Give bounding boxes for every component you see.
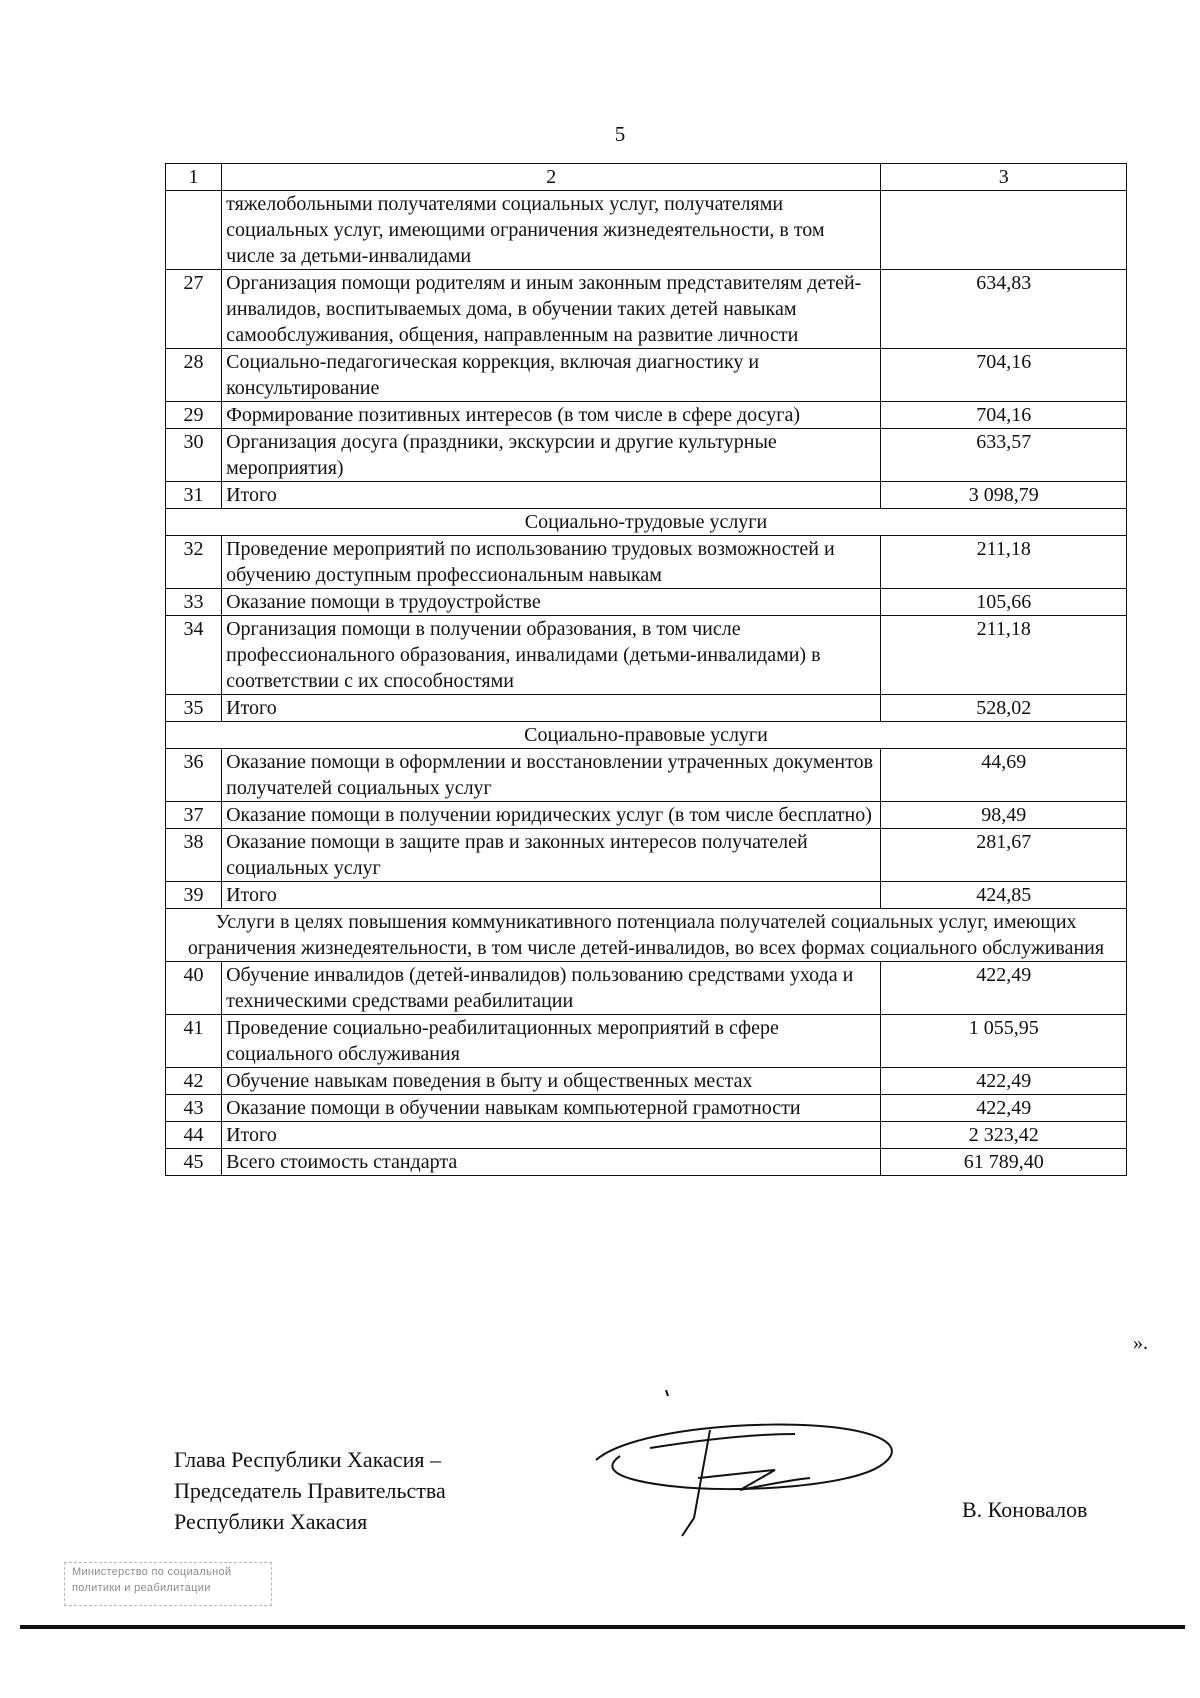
row-description: Итого (222, 695, 881, 722)
row-number: 45 (166, 1149, 222, 1176)
row-number: 36 (166, 749, 222, 802)
bottom-rule (20, 1625, 1185, 1629)
table-row (166, 402, 1127, 429)
table-row (166, 962, 1127, 1015)
row-description: Оказание помощи в получении юридических услуг (в том числе бесплатно) (222, 802, 881, 829)
header-col-2: 2 (222, 164, 881, 191)
row-number: 30 (166, 429, 222, 482)
page-number: 5 (614, 122, 626, 146)
row-description: Всего стоимость стандарта (222, 1149, 881, 1176)
row-number: 35 (166, 695, 222, 722)
row-value: 422,49 (881, 962, 1127, 1015)
row-value (881, 191, 1127, 270)
table-row (166, 482, 1127, 509)
table-row (166, 1068, 1127, 1095)
row-description: Итого (222, 482, 881, 509)
table-header-row (166, 164, 1127, 191)
row-description: Оказание помощи в защите прав и законных интересов получателей социальных услуг (222, 829, 881, 882)
row-number: 34 (166, 616, 222, 695)
row-number: 27 (166, 270, 222, 349)
table-row (166, 1122, 1127, 1149)
row-number: 32 (166, 536, 222, 589)
row-description: Социально-педагогическая коррекция, включая диагностику и консультирование (222, 349, 881, 402)
table-row (166, 882, 1127, 909)
row-number: 43 (166, 1095, 222, 1122)
table-row (166, 191, 1127, 270)
row-number: 42 (166, 1068, 222, 1095)
table-row (166, 749, 1127, 802)
row-value: 422,49 (881, 1095, 1127, 1122)
row-description: Проведение мероприятий по использованию трудовых возможностей и обучению доступным профессиональным навыкам (222, 536, 881, 589)
row-description: Оказание помощи в оформлении и восстановлении утраченных документов получателей социальных услуг (222, 749, 881, 802)
section-heading: Социально-правовые услуги (166, 722, 1127, 749)
row-description: Обучение навыкам поведения в быту и общественных местах (222, 1068, 881, 1095)
row-value: 281,67 (881, 829, 1127, 882)
table-row (166, 589, 1127, 616)
cost-table (165, 163, 1127, 1176)
table-row (166, 1095, 1127, 1122)
row-number: 37 (166, 802, 222, 829)
row-value: 704,16 (881, 402, 1127, 429)
row-description: Организация помощи в получении образования, в том числе профессионального образования, инвалидами (детьми-инвалидами) в соответствии с их способностями (222, 616, 881, 695)
table-row (166, 802, 1127, 829)
row-description: Формирование позитивных интересов (в том числе в сфере досуга) (222, 402, 881, 429)
section-heading-row (166, 722, 1127, 749)
row-value: 3 098,79 (881, 482, 1127, 509)
row-value: 704,16 (881, 349, 1127, 402)
table-row (166, 270, 1127, 349)
row-value: 105,66 (881, 589, 1127, 616)
closing-quote: ». (1133, 1332, 1148, 1354)
table-row (166, 1015, 1127, 1068)
faded-stamp (64, 1562, 274, 1620)
row-value: 211,18 (881, 536, 1127, 589)
row-number: 41 (166, 1015, 222, 1068)
row-number: 33 (166, 589, 222, 616)
table-row (166, 695, 1127, 722)
signatory-name: В. Коновалов (962, 1497, 1088, 1522)
section-heading: Социально-трудовые услуги (166, 509, 1127, 536)
row-value: 98,49 (881, 802, 1127, 829)
table-row (166, 429, 1127, 482)
row-description: Проведение социально-реабилитационных мероприятий в сфере социального обслуживания (222, 1015, 881, 1068)
row-number: 28 (166, 349, 222, 402)
row-description: Оказание помощи в обучении навыкам компьютерной грамотности (222, 1095, 881, 1122)
section-heading: Услуги в целях повышения коммуникативного потенциала получателей социальных услуг, имеющих ограничения жизнедеятельности, в том числе детей-инвалидов, во всех формах социального обслуживания (166, 909, 1127, 962)
row-value: 1 055,95 (881, 1015, 1127, 1068)
row-number: 40 (166, 962, 222, 1015)
row-value: 633,57 (881, 429, 1127, 482)
section-heading-row (166, 509, 1127, 536)
row-description: тяжелобольными получателями социальных услуг, получателями социальных услуг, имеющими ограничения жизнедеятельности, в том числе за детьми-инвалидами (222, 191, 881, 270)
row-description: Оказание помощи в трудоустройстве (222, 589, 881, 616)
header-col-1: 1 (166, 164, 222, 191)
stamp-line: Министерство по социальной (72, 1566, 232, 1578)
row-description: Организация помощи родителям и иным законным представителям детей-инвалидов, воспитываемых дома, в обучении таких детей навыкам самообслуживания, общения, направленным на развитие личности (222, 270, 881, 349)
row-value: 424,85 (881, 882, 1127, 909)
handwritten-signature (590, 1390, 920, 1540)
signature-title-line: Глава Республики Хакасия – (174, 1447, 441, 1472)
row-number: 29 (166, 402, 222, 429)
header-col-3: 3 (881, 164, 1127, 191)
row-number: 44 (166, 1122, 222, 1149)
row-value: 528,02 (881, 695, 1127, 722)
signature-title-line: Республики Хакасия (174, 1509, 368, 1534)
table-row (166, 616, 1127, 695)
table-row (166, 536, 1127, 589)
row-value: 61 789,40 (881, 1149, 1127, 1176)
row-number: 39 (166, 882, 222, 909)
row-number (166, 191, 222, 270)
row-description: Итого (222, 882, 881, 909)
row-value: 422,49 (881, 1068, 1127, 1095)
section-heading-row (166, 909, 1127, 962)
table-row (166, 1149, 1127, 1176)
stamp-line: политики и реабилитации (72, 1582, 211, 1594)
row-number: 31 (166, 482, 222, 509)
row-value: 2 323,42 (881, 1122, 1127, 1149)
row-value: 211,18 (881, 616, 1127, 695)
table-row (166, 829, 1127, 882)
row-description: Итого (222, 1122, 881, 1149)
signature-title-line: Председатель Правительства (174, 1478, 446, 1503)
row-value: 44,69 (881, 749, 1127, 802)
row-number: 38 (166, 829, 222, 882)
table-row (166, 349, 1127, 402)
row-description: Обучение инвалидов (детей-инвалидов) пользованию средствами ухода и техническими средствами реабилитации (222, 962, 881, 1015)
signature-title (174, 1444, 446, 1537)
row-value: 634,83 (881, 270, 1127, 349)
row-description: Организация досуга (праздники, экскурсии и другие культурные мероприятия) (222, 429, 881, 482)
